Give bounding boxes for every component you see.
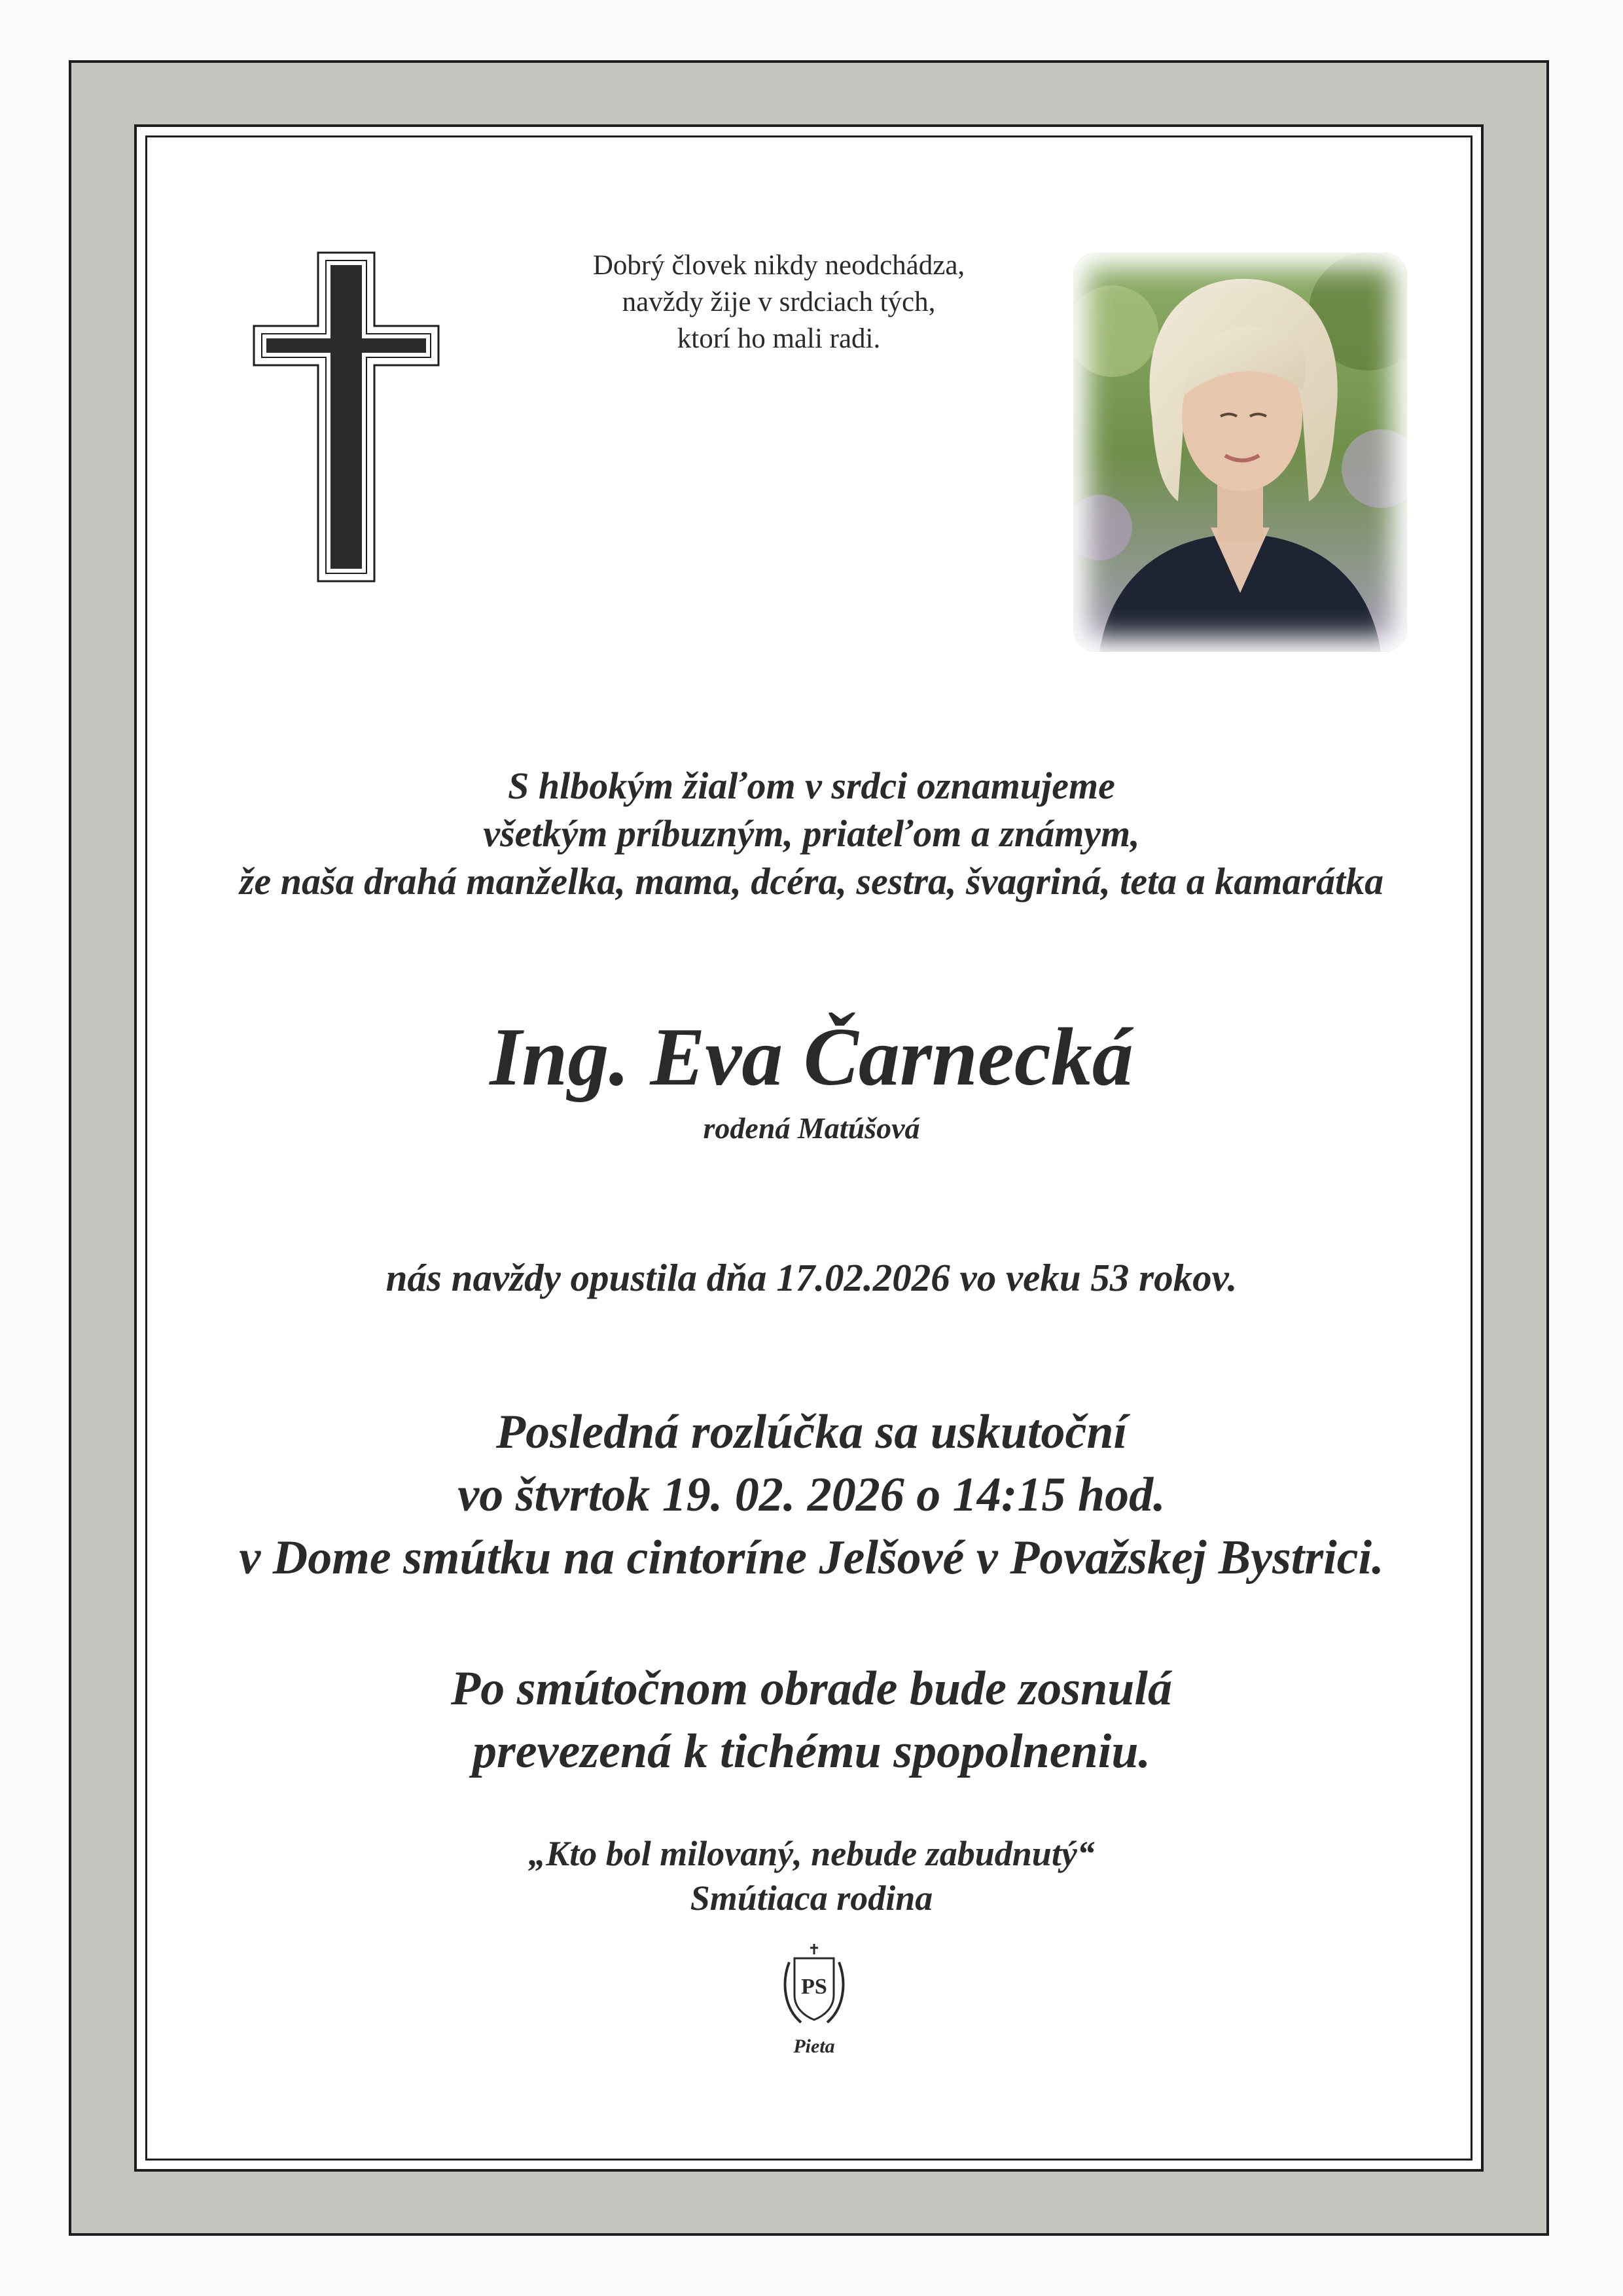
announcement — [0, 762, 1623, 905]
motto-line: ktorí ho mali radi. — [677, 323, 881, 354]
emblem-label: Pieta — [793, 2036, 835, 2057]
portrait-photo — [1073, 253, 1407, 652]
farewell-line: Posledná rozlúčka sa uskutoční — [495, 1405, 1128, 1459]
farewell-line: vo štvrtok 19. 02. 2026 o 14:15 hod. — [457, 1468, 1166, 1522]
ceremony-line: prevezená k tichému spopolneniu. — [472, 1725, 1151, 1778]
farewell-info — [0, 1401, 1623, 1589]
family-signature: Smútiaca rodina — [690, 1878, 933, 1918]
ceremony-info — [0, 1657, 1623, 1783]
farewell-line: v Dome smútku na cintoríne Jelšové v Považskej Bystrici. — [239, 1531, 1384, 1585]
closing-quote: „Kto bol milovaný, nebude zabudnutý“ — [528, 1834, 1095, 1873]
ceremony-line: Po smútočnom obrade bude zosnulá — [451, 1662, 1172, 1715]
maiden-name: rodená Matúšová — [703, 1111, 920, 1145]
announcement-line: že naša drahá manželka, mama, dcéra, sestra, švagriná, teta a kamarátka — [239, 860, 1384, 903]
announcement-line: všetkým príbuzným, priateľom a známym, — [483, 812, 1140, 855]
motto — [524, 247, 1034, 357]
death-notice: nás navždy opustila dňa 17.02.2026 vo veku 53 rokov. — [385, 1256, 1238, 1299]
photo-vignette — [1073, 253, 1407, 652]
closing — [0, 1831, 1623, 1920]
deceased-name: Ing. Eva Čarnecká — [490, 1012, 1133, 1103]
cross-icon — [251, 251, 441, 583]
emblem-monogram: PS — [801, 1975, 827, 1999]
motto-line: navždy žije v srdciach tých, — [622, 287, 936, 317]
announcement-line: S hlbokým žiaľom v srdci oznamujeme — [508, 764, 1115, 807]
motto-line: Dobrý človek nikdy neodchádza, — [592, 250, 965, 281]
